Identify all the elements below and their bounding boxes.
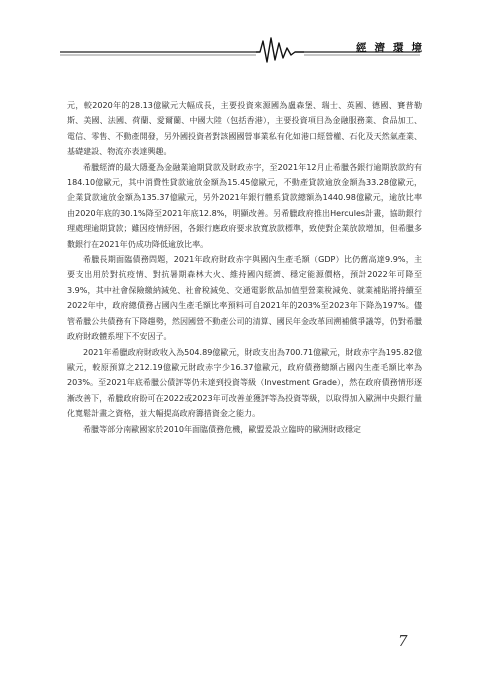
paragraph-3: 希臘長期面臨債務問題，2021年政府財政赤字與國內生產毛額（GDP）比仍舊高達9.9%，主要支出用於對抗疫情、對抗暑期森林大火、維持國內經濟、穩定能源價格，預計2022年可降至3.9%，其中社會保險繳納減免、社會稅減免、交通電影飲品加值型營業稅減免、就業補貼將持續至2022年中，政府總債務占國內生產毛額比率預料可自2021年的203%至2023年下降為197%。儘管希臘公共債務有下降趨勢，然因國營不動產公司的清算、國民年金改革回溯補償爭議等，仍對希臘政府財政體系埋下不安因子。 [67, 255, 422, 342]
paragraph-2: 希臘經濟的最大隱憂為金融業逾期貸款及財政赤字，至2021年12月止希臘各銀行逾期放款約有184.10億歐元，其中消費性貸款逾放金額為15.45億歐元，不動產貸款逾放金額為33.28億歐元，企業貸款逾放金額為135.37億歐元，另外2021年銀行體系貸款總額為1440.98億歐元，逾放比率由2020年底的30.1%降至2021年底12.8%，明顯改善。另希臘政府推出Hercules計畫，協助銀行理處理逾期貸款；雖因疫情紓困，各銀行應政府要求放寬放款標準，致使對企業放款增加，但希臘多數銀行在2021年仍成功降低逾放比率。 [67, 162, 422, 249]
paragraph-5: 希臘等部分南歐國家於2010年面臨債務危機，歐盟爰設立臨時的歐洲財政穩定 [83, 424, 361, 434]
running-header [60, 36, 430, 64]
section-title: 經濟環境 [356, 42, 430, 54]
paragraph-1: 元，較2020年的28.13億歐元大幅成長，主要投資來源國為盧森堡、瑞士、英國、德國、賽普勒斯、美國、法國、荷蘭、愛爾蘭、中國大陸（包括香港），主要投資項目為金融服務業、食品加工、電信、零售、不動產開發，另外國投資者對該國國營事業私有化如港口經營權、石化及天然氣產業、基礎建設、物流亦表達興趣。 [67, 101, 422, 157]
paragraph-4: 2021年希臘政府財政收入為504.89億歐元，財政支出為700.71億歐元，財政赤字為195.82億歐元，較原預算之212.19億歐元財政赤字少16.37億歐元，政府債務總額占國內生產毛額比率為203%。至2021年底希臘公債評等仍未達到投資等級（Investment Grade），然在政府債務情形逐漸改善下，希臘政府盼可在2022或2023年可改善並獲評等為投資等級，以取得加入歐洲中央銀行量化寬鬆計畫之資格，並大幅提高政府籌措資金之能力。 [67, 347, 422, 419]
body-text [67, 98, 422, 437]
page-number: 7 [398, 632, 408, 650]
